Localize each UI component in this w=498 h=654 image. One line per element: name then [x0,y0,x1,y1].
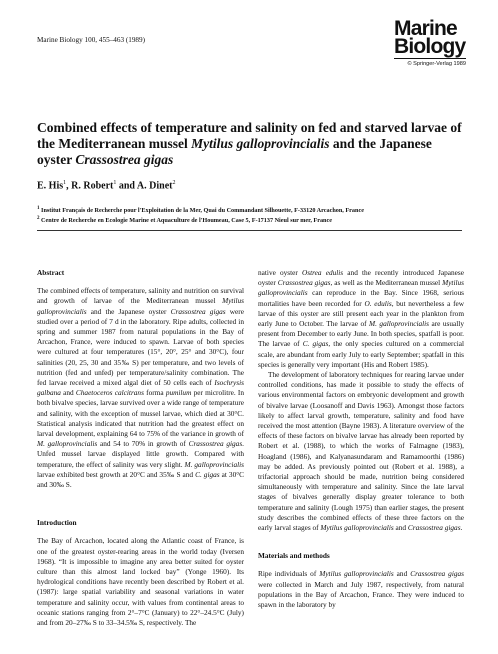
author-name: R. Robert [71,180,114,192]
abstract-heading: Abstract [37,268,65,277]
abstract-text: The combined effects of temperature, salinity and nutrition on survival and growth of larvae of the Mediterranean mussel Mytilus galloprovincialis and the Japanese oyster Crassostrea gigas were studied over a period of 7 d in the laboratory. Ripe adults, collected in spring and summer 1987 from natural populations in the Bay of Arcachon, France, were induced to spawn. Larvae of both species were cultured at four temperatures (15°, 20°, 25° and 30°C), four salinities (20, 25, 30 and 35‰ S) per temperature, and two levels of nutrition (fed and unfed) per temperature/salinity combination. The fed larvae received a mixed algal diet of 50 cells each of Isochrysis galbana and Chaetoceros calcitrans forma pumilum per microlitre. In both bivalve species, larvae survived over a wide range of temperature and salinity, with the exception of mussel larvae, which died at 30°C. Statistical analysis indicated that nutrition had the greatest effect on larval development, explaining 64 to 75% of the variance in growth of M. galloprovincialis and 54 to 70% in growth of Crassostrea gigas. Unfed mussel larvae displayed little growth. Compared with temperature, the effect of salinity was very slight. M. galloprovincialis larvae exhibited best growth at 20°C and 35‰ S and C. gigas at 30°C and 30‰ S. [37,286,245,490]
left-column [37,268,244,628]
affiliations [37,205,364,225]
author-list: E. His$^1$, R. Robert$^1$ and A. Dinet$^2$ [37,180,176,192]
author-name: A. Dinet [136,180,173,192]
introduction-text: The Bay of Arcachon, located along the Atlantic coast of France, is one of the greatest oyster-rearing areas in the world today (Iversen 1968). “It is impossible to imagine any area better suited for oyster culture than this almost land locked bay” (Yonge 1960). Its hydrological conditions have recently been described by Robert et al. (1987): large spatial variability and seasonal variations in water temperature and salinity occur, with values from continental areas to oceanic stations ranging from 2°–7°C (January) to 22°–24.5°C (July) and from 20–27‰ S to 33–34.5‰ S, respectively. The [37,536,244,628]
methods-heading: Materials and methods [258,551,330,561]
logo-publisher: © Springer-Verlag 1989 [407,61,466,67]
logo-rule [394,58,466,59]
journal-logo [394,17,470,67]
methods-text: Ripe individuals of Mytilus galloprovincialis and Crassostrea gigas were collected in March and July 1987, respectively, from natural populations in the Bay of Arcachon, France. They were induced to spawn in the laboratory by [258,569,464,610]
introduction-continued-text: native oyster Ostrea edulis and the recently introduced Japanese oyster Crassostrea gigas, as well as the Mediterranean mussel Mytilus galloprovincialis can reproduce in the Bay. Since 1968, serious mortalities have been recorded for O. edulis, but nevertheless a few larvae of this oyster are still present each year in the plankton from early June to October. The larvae of M. galloprovincialis are usually present from December to early June. In both species, spatfall is poor. The larvae of C. gigas, the only species cultured on a commercial scale, are abundant from early July to early September; spatfall in this species is generally very important (His and Robert 1985). [258,268,465,369]
right-column [258,268,464,610]
introduction-heading: Introduction [37,518,77,528]
author-name: E. His [37,180,64,192]
affiliation: $^1$ Institut Français de Recherche pour l'Exploitation de la Mer, Quai du Commandant Silhouette, F-33120 Arcachon, France [37,206,364,215]
logo-word-biology: Biology [394,35,466,58]
introduction-paragraph: The development of laboratory techniques for rearing larvae under controlled conditions, has made it possible to study the effects of various environmental factors on embryonic development and growth of bivalve larvae (Loosanoff and Davis 1963). Amongst those factors likely to affect larval growth, temperature, salinity and food have received the most attention (Bayne 1983). A literature overview of the effects of these factors on bivalve larvae has already been reported by Robert et al. (1988), to which the works of Falmagne (1983), Hoagland (1986), and Kalyanasundaram and Ramamoorthi (1986) may be added. As previously pointed out (Robert et al. 1988), a trifactorial approach should be made, nutrition being considered simultaneously with temperature and salinity. Since the late larval stages of bivalves generally display greater tolerance to both temperature and salinity (Lough 1975) than earlier stages, the present study describes the combined effects of these three factors on the early larval stages of Mytilus galloprovincialis and Crassostrea gigas. [258,370,464,533]
paper-title: Combined effects of temperature and salinity on fed and starved larvae of the Mediterranean mussel Mytilus galloprovincialis and the Japanese oyster Crassostrea gigas [37,120,462,167]
journal-citation: Marine Biology 100, 455–463 (1989) [37,36,146,44]
logo-word-marine: Marine [394,17,457,40]
affiliation: $^2$ Centre de Recherche en Ecologie Marine et Aquaculture de l'Houmeau, Case 5, F-17137 Nieul sur mer, France [37,216,332,225]
header-divider [37,230,462,231]
